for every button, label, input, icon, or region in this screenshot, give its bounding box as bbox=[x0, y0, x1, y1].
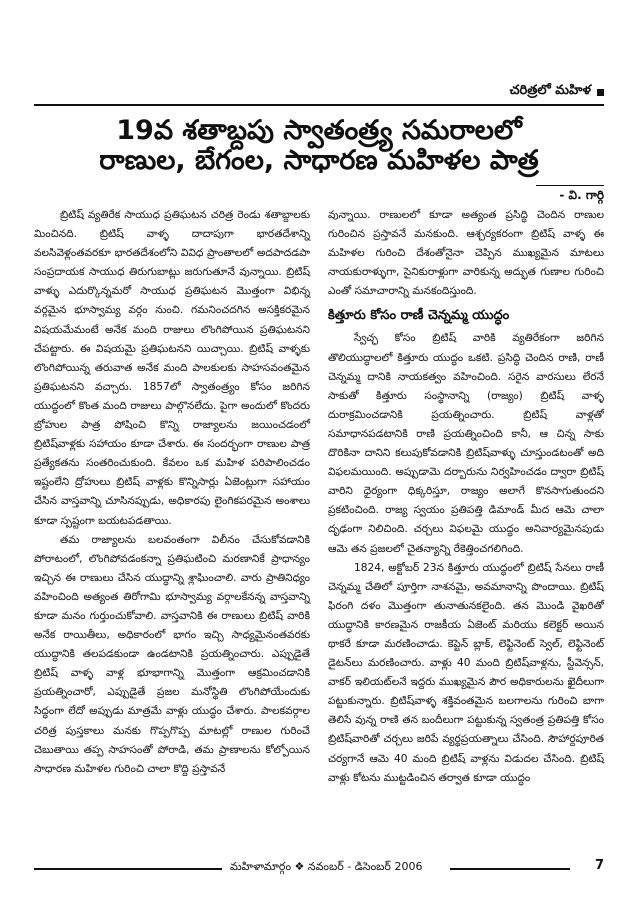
footer-publication: మహిళామార్గం ❖ నవంబర్ - డిసెంబర్ 2006 bbox=[230, 860, 423, 873]
footer bbox=[34, 860, 604, 878]
right-column bbox=[328, 206, 604, 788]
footer-rule-right bbox=[450, 868, 570, 870]
footer-rule-left bbox=[34, 868, 222, 870]
top-rule bbox=[34, 104, 604, 106]
article-title-line-1: 19వ శతాబ్దపు స్వాతంత్ర్య సమరాలలో bbox=[116, 115, 522, 146]
article-title-line-2: రాణుల, బేగంల, సాధారణ మహిళల పాత్ర bbox=[99, 145, 539, 176]
section-label bbox=[510, 83, 604, 101]
author-byline: - వి. గార్గి bbox=[559, 188, 604, 202]
paragraph: వున్నాయి. రాణులలో కూడా అత్యంత ప్రసిద్ధి చెందిన రాణుల గురించిన ప్రస్తావనే మనకుంది. ఆశ్చర్యకరంగా బ్రిటిష్ వాళ్ళ ఈ మహిళల గురించి దేశంతోనైనా చెప్పిన ముఖ్యమైన మాటలు నాయకురాళ్ళుగా, సైనికురాళ్లుగా వారికున్న అద్భుత గుణాల గురించి ఎంతో సమాచారాన్ని మనకందిస్తుంది. bbox=[328, 209, 604, 298]
paragraph: స్వేచ్ఛ కోసం బ్రిటిష్ వారికి వ్యతిరేకంగా జరిగిన తొలియుద్ధాలలో కిత్తూరు యుద్ధం ఒకటి. ప్రసిద్ధి చెందిన రాణి, రాణీ చెన్నమ్మ దానికి నాయకత్వం వహించింది. సరైన వారసులు లేరనే సాకుతో కిత్తూరు సంస్థానాన్ని (రాజ్యం) బ్రిటిష్ వాళ్ళ దురాక్రమించడానికి ప్రయత్నించారు. బ్రిటిష్ వాళ్లతో సమాధానపడటానికి రాణి ప్రయత్నించింది కానీ, ఆ చిన్న సాకు దొరికినా దానిని కలుపుకోవడానికి బ్రిటిష్‌వాళ్ళు చూస్తుండటంతో అది విఫలమయింది. అప్పుడామె దర్బారును నిర్వహించడం ద్వారా బ్రిటిష్ వారిని ధైర్యంగా ధిక్కరిస్తూ, రాజ్యం అలాగే కొనసాగుతుందని ప్రకటించింది. రాజ్య స్వయం ప్రతిపత్తి డిమాండ్ మీద ఆమె చాలా దృఢంగా నిలిచింది. చర్చలు విఫలమై యుద్ధం అనివార్యమైనపుడు ఆమె తన ప్రజలలో చైతన్యాన్ని రేకెత్తించగలిగింది. bbox=[328, 332, 604, 555]
square-bullet-icon bbox=[597, 89, 604, 96]
paragraph: బ్రిటిష్ వ్యతిరేక సాయుధ ప్రతిఘటన చరిత్ర రెండు శతాబ్దాలకు మించినది. బ్రిటిష్ వాళ్ళ దాదాపుగా భారతదేశాన్ని వలసివెళ్లంతవరకూ భారతదేశంలోని వివిధ ప్రాంతాలలో అదపాదడపా సంప్రదాయక సాయుధ తిరుగుబాట్లు జరుగుతూనే వున్నాయి. బ్రిటిష్ వాళ్ళు ఎదుర్కొన్నమరో సాయుధ ప్రతిఘటన మొత్తంగా విభిన్న వర్గమైన భూస్వామ్య వర్గం నుంచి. గమనించదగిన అసక్తికరమైన విషయమేమంటే అనేక మంది రాజులు లొంగిపోయిన ప్రతిఘటనని చేపట్టారు. ఈ విషయమై ప్రతిఘటనని యిచ్చాయి. బ్రిటిష్ వాళ్ళకు లొంగిపోయిన్న తరువాత అనేక మంది పాలకులకు సాహసవంతమైన ప్రతిఘటనని వచ్చారు. 1857లో స్వాతంత్ర్యం కోసం జరిగిన యుద్ధంలో కొంత మంది రాజులు పాల్గొనలేదు. పైగా అందులో కొందరు బ్రోహుల పాత్ర పోషించి కొన్ని రాజ్యాలను జయించడంలో బ్రిటిష్‌వాళ్లకు సహాయం కూడా చేశారు. ఈ సందర్భంగా రాణుల పాత్ర ప్రత్యేకతను సంతరించుకుంది. కేవలం ఒక మహిళ పరిపాలించడం ఇష్టంలేని ద్రోహులు బ్రిటిష్ వాళ్లకు కొన్నిసార్లు ఏజెంట్లుగా సహాయం చేసిన వాస్తవాన్ని చూసినప్పుడు, అధికారపు లైంగికపరమైన అంశాలు కూడా స్పష్టంగా బయటపడతాయి. bbox=[34, 209, 310, 527]
subheading: కిత్తూరు కోసం రాణీ చెన్నమ్మ యుద్ధం bbox=[328, 308, 510, 324]
section-label-text: చరిత్రలో మహిళ bbox=[509, 83, 591, 98]
paragraph: 1824, అక్టోబర్ 23న కిత్తూరు యుద్ధంలో బ్రిటిష్ సేనలు రాణీ చెన్నమ్మ చేతిలో పూర్తిగా నాశనమై, అవమానాన్ని పొందాయి. బ్రిటిష్ ఫిరంగి దళం మొత్తంగా తునాతునకలైంది. తన మొండి వైఖరితో యుద్ధానికి కారణమైన రాజకీయ ఏజెంట్ మరియు కలెక్టర్ అయిన థాకరే కూడా మరణించాడు. కెప్టెన్ బ్లాక్, లెఫ్టినెంట్ స్వెల్, లెఫ్టినెంట్ డైటన్‌లు మరణించారు. వాళ్లు 40 మంది బ్రిటిష్‌వాళ్లను, స్టీవెన్సన్, వాకర్ ఇలియట్‌లనే ఇద్దరు ముఖ్యమైన పౌర అధికారులను ఖైదీలుగా పట్టుకున్నారు. బ్రిటిష్‌వాళ్ళ శక్తివంతమైన బలగాలను గురించి బాగా తెలిసే వున్న రాణి తన బందీలుగా పట్టుకున్న స్వతంత్ర ప్రతిపత్తి కోసం బ్రిటిష్‌వారితో చర్చలు జరిపే వ్యర్థప్రయత్నాలు చేసింది. సౌహార్దపూరిత చర్యగానే ఆమె 40 మంది బ్రిటిష్ వాళ్లను విడుదల చేసింది. బ్రిటిష్ వాళ్లు కోటను ముట్టడించిన తర్వాత కూడా యుద్ధం bbox=[328, 561, 604, 784]
left-column bbox=[34, 206, 310, 779]
paragraph: తమ రాజ్యాలను బలవంతంగా విలీనం చేసుకోవడానికి పోరాటంలో, లొంగిపోవడంకన్నా ప్రతిఘటించి మరణానికే ప్రాధాన్యం ఇచ్చిన ఈ రాణులు చేసిన యుద్ధాన్ని శ్లాఘించాలి. వారు ప్రాతినిధ్యం వహించింది అత్యంత తిరోగామి భూస్వామ్య వర్గాలకేనన్న వాస్తవాన్ని కూడా మనం గుర్తుంచుకోవాలి. వాస్తవానికి ఈ రాణులు బ్రిటిష్ వారికి అనేక రాయితీలు, అధికారంలో భాగం ఇచ్చి సాధ్యమైనంతవరకు యుద్ధానికి తలపడకుండా ఉండటానికి ప్రయత్నించారు. ఎప్పుడైతే బ్రిటిష్ వాళ్ళ వాళ్ల భూభాగాన్ని మొత్తంగా ఆక్రమించడానికి ప్రయత్నించారో, ఎప్పుడైతే ప్రజల మనోస్థితి లొంగిపోయేందుకు సిద్ధంగా లేదో అప్పుడు మాత్రమే వాళ్లు యుద్ధం చేశారు. పాలకవర్గాల చరిత్ర పుస్తకాలు మనకు గొప్పగొప్ప మాటల్లో రాణుల గురించే చెబుతాయి తప్ప సాహసంతో పోరాడి, తమ ప్రాణాలను కోల్పోయిన సాధారణ మహిళల గురించి చాలా కొద్ది ప్రస్తావనే bbox=[34, 533, 310, 775]
byline-rule bbox=[536, 185, 604, 186]
page-number: 7 bbox=[594, 858, 604, 873]
